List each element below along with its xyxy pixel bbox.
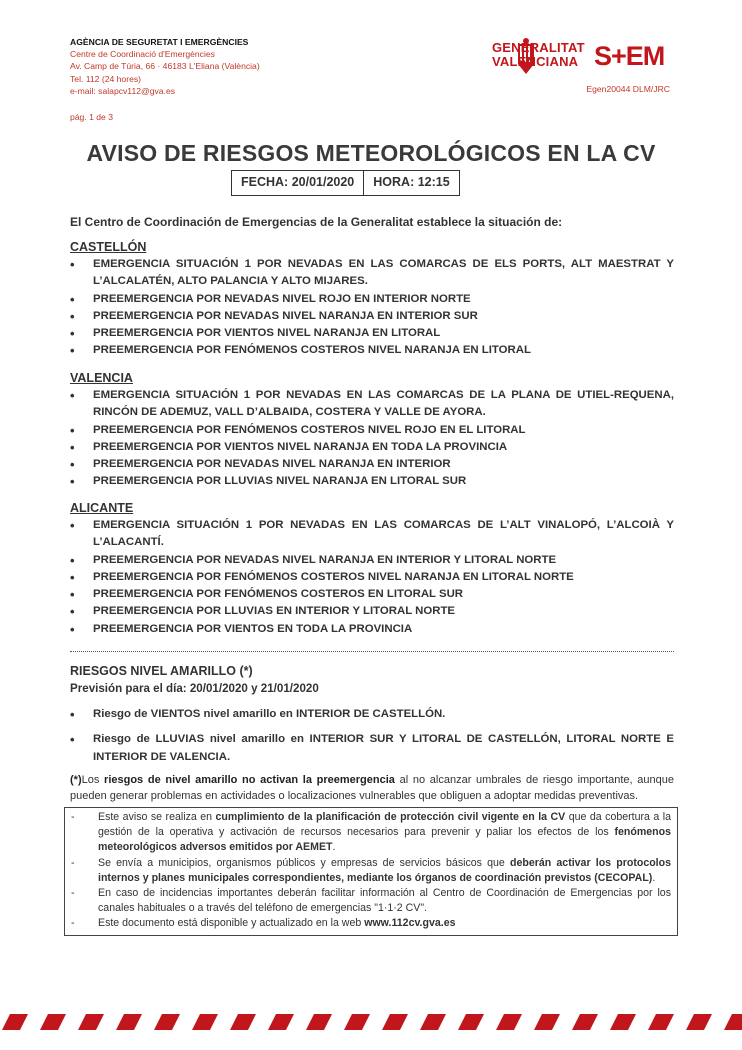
warning-list bbox=[70, 517, 674, 638]
info-box bbox=[64, 807, 678, 936]
yellow-risk-title: RIESGOS NIVEL AMARILLO (*) bbox=[70, 664, 253, 678]
stripe-mark bbox=[116, 1014, 142, 1030]
section-title: VALENCIA bbox=[70, 371, 133, 385]
list-item: • PREEMERGENCIA POR VIENTOS NIVEL NARANJA EN TODA LA PROVINCIA bbox=[70, 439, 674, 456]
stripe-mark bbox=[230, 1014, 256, 1030]
list-item: • PREEMERGENCIA POR NEVADAS NIVEL NARANJA EN INTERIOR Y LITORAL NORTE bbox=[70, 552, 674, 569]
list-item: • Riesgo de LLUVIAS nivel amarillo en INTERIOR SUR Y LITORAL DE CASTELLÓN, LITORAL NORTE E INTERIOR DE VALENCIA. bbox=[70, 731, 674, 766]
section-alicante bbox=[70, 501, 674, 638]
info-row: - Este aviso se realiza en cumplimiento de la planificación de protección civil vigente en la CV que da cobertura a la gestión de la operativa y activación de recursos necesarios para prevenir y paliar los efectos de los fenómenos meteorológicos adversos emitidos por AEMET. bbox=[71, 811, 671, 854]
page-title: AVISO DE RIESGOS METEOROLÓGICOS EN LA CV bbox=[86, 140, 656, 166]
list-item: • PREEMERGENCIA POR LLUVIAS NIVEL NARANJA EN LITORAL SUR bbox=[70, 473, 674, 490]
info-row: - Este documento está disponible y actualizado en la web www.112cv.gva.es bbox=[71, 917, 456, 930]
centre-name: Centre de Coordinació d'Emergències bbox=[70, 49, 215, 60]
intro-text: El Centro de Coordinación de Emergencias de la Generalitat establece la situación de: bbox=[70, 215, 563, 229]
yellow-risk-note: (*)Los riesgos de nivel amarillo no activan la preemergencia al no alcanzar umbrales de riesgo importante, aunque pueden generar problemas en actividades o localizaciones vulnerables que obliguen a adoptar medidas preventivas. bbox=[70, 774, 674, 802]
centre-email[interactable]: e-mail: salapcv112@gva.es bbox=[70, 85, 176, 96]
yellow-risk-list bbox=[70, 706, 674, 774]
section-valencia bbox=[70, 371, 674, 491]
list-item: • EMERGENCIA SITUACIÓN 1 POR NEVADAS EN LAS COMARCAS DE ELS PORTS, ALT MAESTRAT Y L’ALCALATÉN, ALTO PALANCIA Y ALTO MIJARES. bbox=[70, 256, 674, 291]
page-number: pág. 1 de 3 bbox=[70, 112, 114, 122]
stripe-mark bbox=[268, 1014, 294, 1030]
yellow-risk-forecast: Previsión para el día: 20/01/2020 y 21/01/2020 bbox=[70, 682, 319, 695]
stripe-mark bbox=[572, 1014, 598, 1030]
stripe-mark bbox=[78, 1014, 104, 1030]
list-item: • Riesgo de VIENTOS nivel amarillo en INTERIOR DE CASTELLÓN. bbox=[70, 706, 674, 723]
list-item: • PREEMERGENCIA POR LLUVIAS EN INTERIOR Y LITORAL NORTE bbox=[70, 603, 674, 620]
section-title: CASTELLÓN bbox=[70, 240, 147, 254]
info-row: - Se envía a municipios, organismos públicos y empresas de servicios básicos que deberán activar los protocolos internos y planes municipales correspondientes, mediante los órganos de coordinación previstos (CECOPAL). bbox=[71, 856, 671, 884]
footer-stripes bbox=[0, 1012, 742, 1032]
date-label: FECHA: 20/01/2020 bbox=[241, 175, 355, 189]
stripe-mark bbox=[344, 1014, 370, 1030]
time-label: HORA: 12:15 bbox=[363, 171, 458, 195]
info-row: - En caso de incidencias importantes deberán facilitar información al Centro de Coordinación de Emergencias por los canales habituales o a través del teléfono de emergencias "1·1·2 CV". bbox=[71, 887, 671, 915]
warning-list bbox=[70, 256, 674, 360]
section-title: ALICANTE bbox=[70, 501, 134, 515]
list-item: • PREEMERGENCIA POR NEVADAS NIVEL NARANJA EN INTERIOR SUR bbox=[70, 308, 674, 325]
stripe-mark bbox=[40, 1014, 66, 1030]
stripe-mark bbox=[420, 1014, 446, 1030]
list-item: • EMERGENCIA SITUACIÓN 1 POR NEVADAS EN LAS COMARCAS DE L’ALT VINALOPÓ, L’ALCOIÀ Y L’ALACANTÍ. bbox=[70, 517, 674, 552]
list-item: • PREEMERGENCIA POR FENÓMENOS COSTEROS EN LITORAL SUR bbox=[70, 586, 674, 603]
centre-address: Av. Camp de Túria, 66 · 46183 L'Eliana (València) bbox=[70, 61, 260, 72]
stripe-mark bbox=[496, 1014, 522, 1030]
stripe-mark bbox=[306, 1014, 332, 1030]
website-link[interactable]: www.112cv.gva.es bbox=[364, 917, 456, 930]
stripe-mark bbox=[686, 1014, 712, 1030]
list-item: • PREEMERGENCIA POR NEVADAS NIVEL NARANJA EN INTERIOR bbox=[70, 456, 674, 473]
stripe-mark bbox=[534, 1014, 560, 1030]
list-item: • PREEMERGENCIA POR FENÓMENOS COSTEROS NIVEL NARANJA EN LITORAL NORTE bbox=[70, 569, 674, 586]
stripe-mark bbox=[724, 1014, 742, 1030]
sem-logo: S+EM bbox=[594, 41, 665, 71]
list-item: • PREEMERGENCIA POR NEVADAS NIVEL ROJO EN INTERIOR NORTE bbox=[70, 291, 674, 308]
section-castellon bbox=[70, 240, 674, 360]
list-item: • PREEMERGENCIA POR FENÓMENOS COSTEROS NIVEL NARANJA EN LITORAL bbox=[70, 342, 674, 359]
date-time-box bbox=[231, 170, 460, 196]
section-divider bbox=[70, 651, 674, 652]
stripe-mark bbox=[192, 1014, 218, 1030]
list-item: • PREEMERGENCIA POR VIENTOS NIVEL NARANJA EN LITORAL bbox=[70, 325, 674, 342]
document-reference: Egen20044 DLM/JRC bbox=[586, 84, 670, 94]
list-item: • EMERGENCIA SITUACIÓN 1 POR NEVADAS EN LAS COMARCAS DE LA PLANA DE UTIEL-REQUENA, RINCÓN DE ADEMUZ, VALL D’ALBAIDA, COSTERA Y VALLE DE AYORA. bbox=[70, 387, 674, 422]
agency-name: AGÈNCIA DE SEGURETAT I EMERGÈNCIES bbox=[70, 37, 249, 47]
stripe-mark bbox=[2, 1014, 28, 1030]
stripe-mark bbox=[610, 1014, 636, 1030]
warning-list bbox=[70, 387, 674, 491]
stripe-mark bbox=[458, 1014, 484, 1030]
agency-header bbox=[70, 36, 260, 97]
list-item: • PREEMERGENCIA POR FENÓMENOS COSTEROS NIVEL ROJO EN EL LITORAL bbox=[70, 422, 674, 439]
stripe-mark bbox=[382, 1014, 408, 1030]
stripe-mark bbox=[154, 1014, 180, 1030]
stripe-mark bbox=[648, 1014, 674, 1030]
centre-phone: Tel. 112 (24 hores) bbox=[70, 73, 142, 84]
list-item: • PREEMERGENCIA POR VIENTOS EN TODA LA PROVINCIA bbox=[70, 621, 674, 638]
generalitat-logo-text: GENERALITAT VALENCIANA bbox=[492, 40, 585, 69]
